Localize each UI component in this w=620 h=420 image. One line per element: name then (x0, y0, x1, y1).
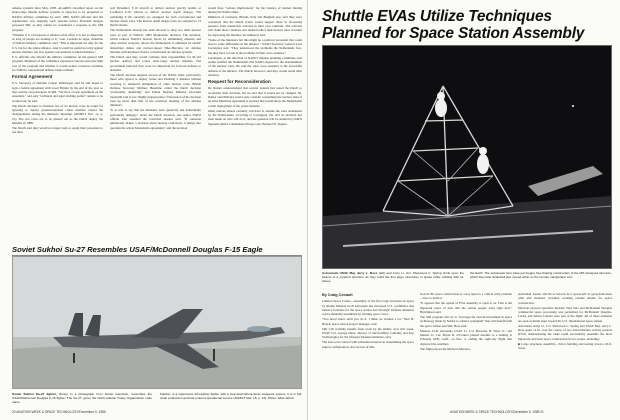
paragraph: Ministers of Germany, Britain, Italy and Belgium also said they were concerned that the Dutch action would support those in increasing pressure from nonnuclear activists in their own countries. The activists will claim those countries also should reduce their nuclear roles in return for deploying the missiles, the ministers said. (208, 15, 302, 37)
paragraph: Other nations almost certainly will have to assume the roles abandoned by the Netherlands, according to Carrington. He said no decision has been made on who will do it, and the question will be studied by NATO Supreme Allied Commander-Europe Gen. Bernard W. Rogers. (208, 108, 302, 126)
article-column-2 (110, 6, 201, 242)
shuttle-eva-photo (322, 45, 612, 269)
paragraph: The Dutch decision angered several of the NATO allies, particularly those who agreed to deploy cruise and Pershing 2 missiles without resorting to unilateral elimination of other nuclear roles. British Defense Secretary Michael Heseltine called the Dutch decision "profoundly disturbing" and Italian Defense Minister Giovanni Spadolini said it was "highly inappropriate." Discussion of the decision took up more than half of the restricted meeting of the defense ministers. (110, 72, 201, 108)
paragraph: Mexican payload specialist Rodolfo Neri Vela and McDonnell Douglas commercial space processing was performed for McDonnell Douglas. Lucky, and Telstar Canada were part of the flight. All of these elements are seen as initial steps toward the U.S. international space station. (518, 305, 612, 323)
paragraph: "Whether it is a European or alliance-wide effort it is not so important as long as people are looking at it," Gen. Cornelis de Jager, chairman of NATO's military committee, said. "This is important not only for the U.S. but for the whole alliance. And it would be useful not only against nuclear missiles, but also against conventional warhead missiles." (12, 32, 103, 55)
paragraph: Johnson Space Center—Assembly of the first large structures in space by shuttle Mission 61-B astronauts has increased U.S. confidence that massive facilities for the space station and Strategic Defense Initiative can be manually assembled by orbiting space crews. (322, 299, 414, 317)
caption-text: Flanker, is a supersonic all-weather fighter with a look-down/shoot-down weapons system. It is in full-scale production and has entered operational service (AW&ST Mar. 18, p. 23). Photo: Wide World (160, 392, 302, 401)
caption-lead: Soviet Sukhoi Su-27 fighter, (12, 392, 57, 396)
photo-caption-left (12, 392, 152, 404)
paragraph: SDI will certainly benefit from work by the shuttle crew this week, USAF Col. George Dietz, director of Survivability, Lethality and Key Technologies for the Strategic Defense Initiative, said. (322, 326, 414, 340)
paragraph: The Dutch decision to abandon two of its nuclear roles in return for agreeing to deploy ground-launched cruise missiles caused the disagreements during the ministers' meetings (AW&ST Nov. 11, p. 21). The two roles are to be phased out as the Dutch deploy the missiles in 1988. (12, 103, 103, 126)
page-folio: 20 AVIATION WEEK & SPACE TECHNOLOGY/December 9, 1985 (12, 410, 106, 414)
paragraph: Australian Aussat and RCA Satcom K-2 spacecraft in geosynchronous orbit and included crewmen working outside shuttle for space construction. (518, 292, 612, 305)
caption-lead: Astronauts USAF Maj. Jerry L. Ross (322, 271, 378, 275)
paragraph: Dr. Rainer acknowledged that several nations had asked the Dutch to reconsider their decision, but he said that it would not be changed. Dr. Rainer said Holland would only consider reassuming the nuclear tasks if an arms limitation agreement is reached that would allow the Netherlands to halt deployment of the cruise missiles. (208, 86, 302, 108)
paragraph: The Dutch said they would continue their responsibility for M-110 nuclear artillery and Lance short-range nuclear missiles. The government believed they were too important for forward defense to abandon. (110, 54, 201, 72)
left-page (0, 0, 308, 420)
paragraph: The Netherlands already has been allowed to drop two other nuclear roles as part of NATO's 1983 Montebello decision. The decision, which reduces NATO's nuclear forces by eliminating obsolete and other nuclear weapons, allows the Netherlands to eliminate its atomic demolition mines and nuclear-tipped Nike-Hercules air defense missiles with Raytheon Patriot conventional air defense systems. (110, 28, 201, 55)
paragraph: "You never know until you do it. I think we learned a lot," Bob B. Hauck, space station project manager, said. (322, 317, 414, 326)
paragraph: sion 61-B's space construction is a key input to a critical early problem—how to build it. (420, 292, 512, 301)
article-column-3 (208, 6, 302, 242)
paragraph: "It appears that the option of EVA assembly is open to us. That is the important piece of data that the station people want right now," Hutchinson said. (420, 301, 512, 314)
section-heading: Request for Reconsideration (208, 79, 271, 85)
space-structure-illustration (323, 46, 612, 269)
paragraph: "It is safe to say that the ministers were generally and individually profoundly unhappy" about the Dutch decision, one senior NATO official who attended the restricted session said. "If someone unilaterally makes a decision about nuclear reductions, it brings into question the whole Montebello agreement," and the decision (110, 108, 201, 130)
paragraph: ■ Large structures assembly—Twice building and tearing down a 45-ft. tower, (518, 341, 612, 350)
article-column-4 (322, 292, 414, 408)
sukhoi-fighter-photo (12, 256, 302, 389)
caption-text: (left) and Army Lt. Col. Sherwood C. Spring climb upon the beams of a pyramid structure as they build the first large structures in space while orbiting 200 mi. above (322, 271, 464, 284)
photo-banner-headline: Soviet Sukhoi Su-27 Resembles USAF/McDonnell Douglas F-15 Eagle (12, 245, 302, 256)
fighter-jet-illustration (13, 257, 302, 389)
caption-text: the Earth. The astronauts here have just begun free-floating construction of the MIT-designed structure, which they later detached and moved while on the remote manipulator arm. (470, 271, 612, 280)
paragraph: The Dutch said they would no longer train or equip their personnel to use their (12, 125, 103, 135)
paragraph: U.S. officials also briefed the military committee on the general SDI program. Members of the committee expressed concern about the high cost of the program and whether it would reduce resources available for NATO's conventional defense improvements. (12, 54, 103, 72)
eva-photo-caption-left (322, 271, 464, 283)
paragraph: The SDI program will try to "leverage the current investment in space technology made by NASA to achieve synergism" that will benefit both the space station and SDI, Hess said. (420, 314, 512, 328)
byline: By Craig Covault (322, 293, 353, 297)
paragraph: oral Dynamics F-16 aircraft to deliver nuclear gravity bombs or Lockheed P-3C Orions to deliver nuclear depth charges. The remaining F-16s currently are equipped for both conventional and nuclear attack roles. The nuclear depth charge roles are assigned to 13 Dutch Orions. (110, 6, 201, 28)
article-column-1 (12, 6, 103, 242)
paragraph: Carrington, at the direction of NATO's defense planning committee, had earlier notified the Netherlands that NATO objected to the abandonment of the nuclear roles. He said the roles were essential to the successful defense of the alliance. The Dutch, however, said they would retain their decision. (208, 55, 302, 77)
article-headline: Shuttle EVAs Utilize Techniques Planned for Space Station Assembly (322, 8, 585, 42)
article-column-5 (420, 292, 512, 408)
paragraph: would have "serious implications" for the balance of burden sharing among the NATO allies. (208, 6, 302, 15)
paragraph: "Some of the ministers felt this might be a political precedent that could lead to some difficulties in the alliance," NATO Secretary General Lord Carrington said. "They understood the problems the Netherlands face, but they have to look at the problems in their own countries." (208, 37, 302, 55)
paragraph: The flight placed the Mexican Morelos, (420, 346, 471, 351)
paragraph: U.S. Secretary of Defense Caspar Weinberger said he still hopes to sign a formal agreement with Great Britain by the end of the year so that country can participate in SDI. "We have a basic agreement on the essentials," and only "technical and legal drafting points" remain to be worked out, he said. (12, 81, 103, 103)
eva-photo-caption-right (470, 271, 612, 279)
section-heading: Formal Agreement (12, 74, 53, 80)
caption-text: shown in a photograph from Soviet television, resembles the USAF/McDonnell Douglas F-15 fighter. The Su-27, given the North Atlantic Treaty Organization code name (12, 392, 152, 405)
photo-caption-right (160, 392, 302, 400)
page-folio: AVIATION WEEK & SPACE TECHNOLOGY/December 9, 1985 21 (450, 410, 544, 414)
paragraph: Mission 61-B astronauts USAF Lt. Col. Brewster H. Shaw Jr., and Marine Lt. Col. Bryan D. O'Connor piloted Atlantis to a landing at Edwards AFB, Calif., on Dec. 3, ending the eight-day flight that deployed the satellites. (420, 328, 512, 346)
paragraph: The tests were viewed with substantial interest in determining the space station configuration, and success of Mis- (322, 340, 414, 349)
paragraph: Astronauts Army Lt. Col. Sherwood C. Spring and USAF Maj. Jerry L. Ross spent 12 hr. over the course of two extravehicular activity periods (EVA) demonstrating the tasks could successfully assemble the most important and basic space construction in two weeks, including: (518, 323, 612, 341)
paragraph: defense systems since May, 1983. AGARD's classified report on the short-range missile defense systems is expected to be presented to NATO's military committee by early 1986. NATO officials said the organization was studying such systems before President Reagan proposed SDI, so they cannot be considered a response to the SDI program. (12, 6, 103, 32)
article-column-6 (518, 292, 612, 408)
